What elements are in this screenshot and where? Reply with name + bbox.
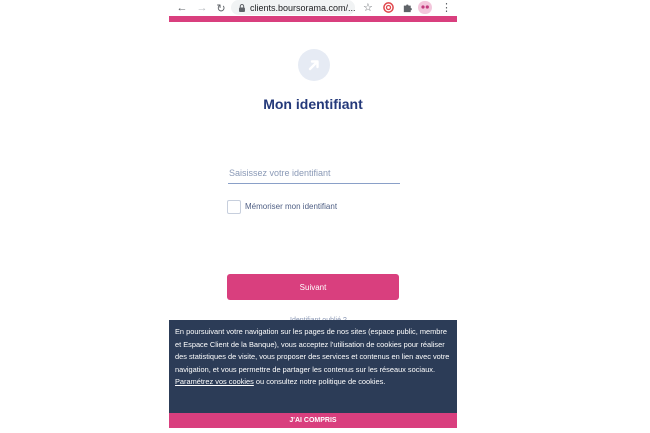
- page-title: Mon identifiant: [263, 96, 363, 112]
- browser-toolbar: [169, 0, 457, 16]
- reload-icon[interactable]: ↻: [216, 2, 226, 15]
- star-icon[interactable]: ☆: [363, 2, 373, 14]
- accept-cookies-button[interactable]: J'AI COMPRIS: [169, 413, 457, 428]
- target-extension-icon[interactable]: [383, 2, 394, 13]
- logo-circle: [298, 49, 330, 81]
- puzzle-extension-icon[interactable]: [402, 2, 413, 13]
- cookie-text: [175, 326, 451, 389]
- address-bar[interactable]: [231, 0, 355, 15]
- cookie-text-part1: En poursuivant votre navigation sur les pages de nos sites (espace public, membre et Espace Client de la Banque), vous acceptez l'utilisation de cookies pour réaliser des statistiques de visite, vous proposer des services et contenus en lien avec votre navigation, et vous permettre de partager les contenus sur les réseaux sociaux.: [175, 327, 450, 374]
- identifier-input[interactable]: [228, 163, 400, 184]
- remember-checkbox[interactable]: [227, 200, 241, 214]
- lock-icon: [237, 3, 247, 13]
- profile-icon[interactable]: [418, 1, 432, 14]
- back-icon[interactable]: ←: [176, 2, 188, 14]
- next-button[interactable]: Suivant: [227, 274, 399, 300]
- forward-icon[interactable]: →: [196, 2, 208, 14]
- arrow-up-right-icon: [306, 57, 322, 73]
- url-text: clients.boursorama.com/...: [249, 2, 355, 13]
- cookie-banner: [169, 320, 457, 413]
- menu-icon[interactable]: ⋮: [441, 2, 452, 14]
- cookie-text-part2: ou consultez notre politique de cookies.: [253, 377, 386, 386]
- remember-label[interactable]: Mémoriser mon identifiant: [245, 202, 338, 211]
- cookie-settings-link[interactable]: Paramétrez vos cookies: [175, 377, 254, 386]
